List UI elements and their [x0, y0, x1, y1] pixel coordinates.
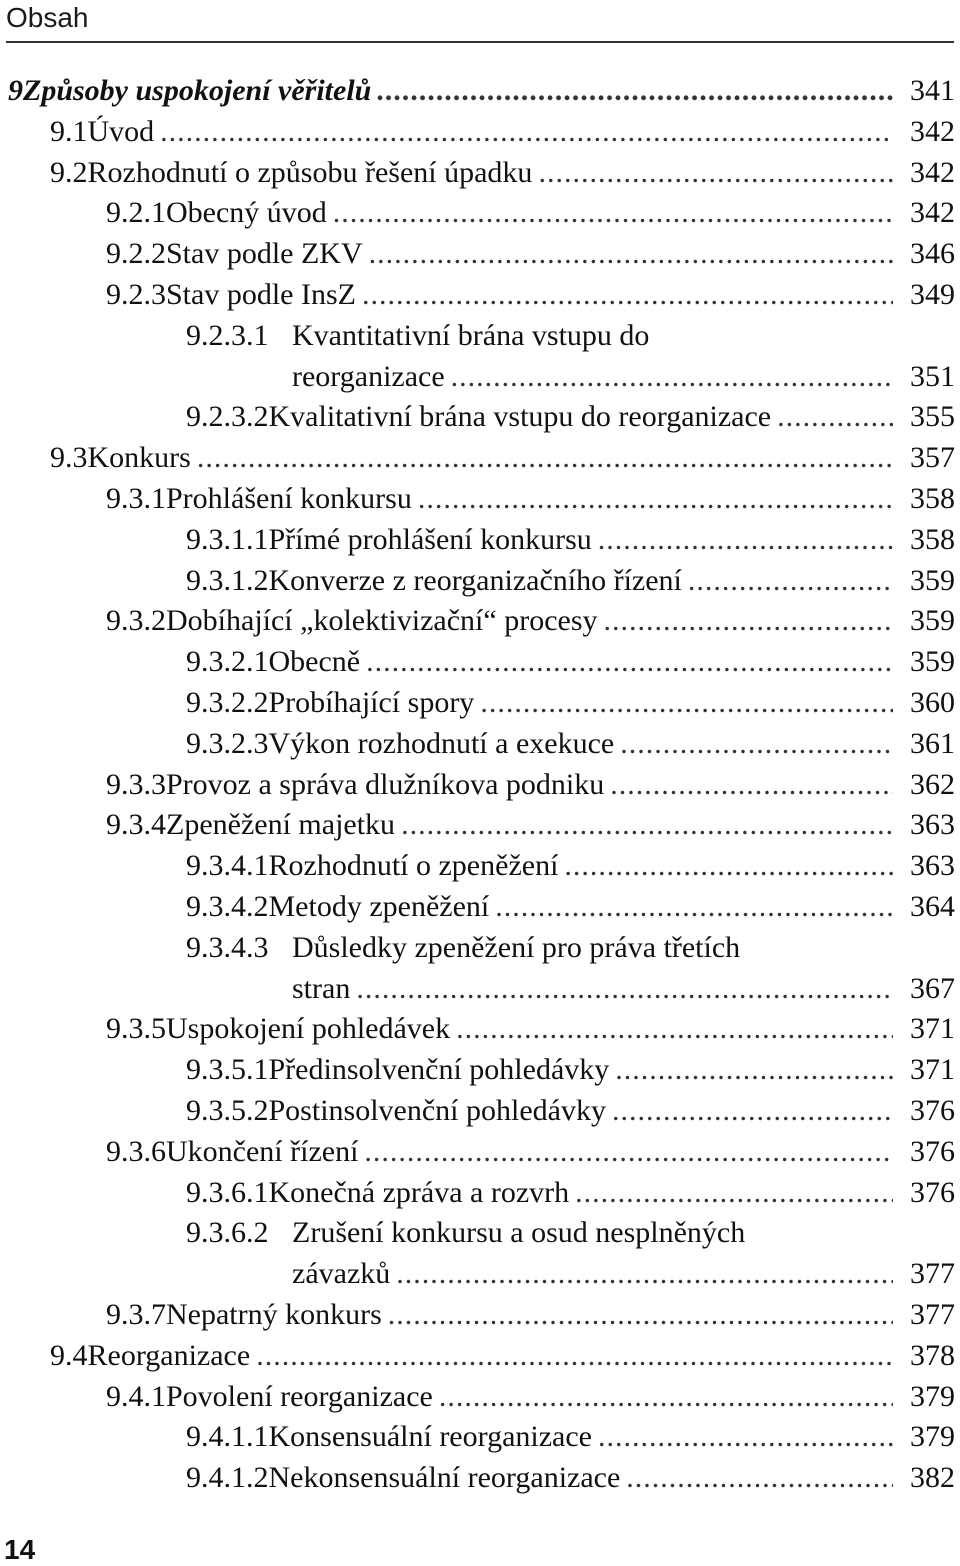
- dot-leader: [396, 1253, 893, 1294]
- toc-entry-page: 376: [910, 1134, 955, 1168]
- toc-entry-number: 9.3.4: [106, 808, 166, 842]
- toc-entry[interactable]: [50, 152, 955, 193]
- toc-entry-title: Konverze z reorganizačního řízení: [268, 563, 682, 597]
- toc-entry[interactable]: [50, 111, 955, 152]
- toc-entry-page: 342: [910, 155, 955, 189]
- dot-leader: [564, 845, 893, 886]
- toc-entry-page: 371: [910, 1053, 955, 1087]
- toc-entry-page: 351: [910, 359, 955, 393]
- toc-entry-continuation[interactable]: [292, 968, 955, 1009]
- toc-entry[interactable]: [186, 641, 955, 682]
- toc-entry-number: 9.3.1.2: [186, 563, 269, 597]
- toc-entry-title-continued: reorganizace: [292, 359, 445, 393]
- toc-entry-number: 9.4: [50, 1338, 88, 1372]
- toc-entry-page: 359: [910, 645, 955, 679]
- header-rule: [6, 41, 954, 43]
- toc-entry-title: Uspokojení pohledávek: [166, 1012, 451, 1046]
- toc-entry-number: 9.3.1.1: [186, 522, 269, 556]
- toc-entry-page: 342: [910, 196, 955, 230]
- toc-entry-continuation[interactable]: [292, 356, 955, 397]
- toc-entry-title: Rozhodnutí o zpeněžení: [268, 849, 559, 883]
- toc-entry-number: 9.3.2.2: [186, 686, 269, 719]
- toc-entry-page: 363: [910, 808, 955, 842]
- toc-entry[interactable]: [106, 192, 955, 233]
- toc-entry-number: 9.3: [50, 441, 88, 475]
- toc-entry-title: Prohlášení konkursu: [166, 482, 412, 515]
- dot-leader: [369, 233, 893, 274]
- toc-entry-title: Nekonsensuální reorganizace: [268, 1461, 621, 1495]
- toc-entry-page: 349: [910, 278, 955, 311]
- toc-entry-title: Postinsolvenční pohledávky: [268, 1094, 606, 1127]
- dot-leader: [480, 682, 893, 723]
- dot-leader: [777, 396, 893, 437]
- toc-entry-page: 355: [910, 400, 955, 434]
- toc-entry[interactable]: [186, 886, 955, 927]
- dot-leader: [377, 70, 893, 111]
- toc-entry-number: 9.3.6.1: [186, 1175, 269, 1209]
- toc-entry-number: 9.1: [50, 114, 88, 148]
- toc-entry-continuation[interactable]: [292, 1253, 955, 1294]
- toc-entry-number: 9.3.2.1: [186, 645, 269, 679]
- toc-entry-page: 379: [910, 1379, 955, 1413]
- toc-entry-title: Ukončení řízení: [166, 1134, 359, 1168]
- toc-entry[interactable]: [106, 1131, 955, 1172]
- toc-entry-page: 359: [910, 604, 955, 638]
- toc-entry[interactable]: [186, 1172, 955, 1213]
- toc-entry[interactable]: [106, 478, 955, 519]
- toc-entry-page: 378: [910, 1338, 955, 1372]
- dot-leader: [160, 111, 893, 152]
- page-number: 14: [4, 1534, 36, 1565]
- running-head: Obsah: [6, 2, 89, 33]
- toc-entry-title: Konsensuální reorganizace: [268, 1420, 592, 1454]
- toc-entry-number: 9.4.1: [106, 1379, 166, 1413]
- toc-entry[interactable]: [186, 845, 955, 886]
- toc-entry-title: Důsledky zpeněžení pro práva třetích: [292, 930, 741, 964]
- dot-leader: [456, 1008, 893, 1049]
- toc-entry-title: Předinsolvenční pohledávky: [268, 1053, 610, 1087]
- toc-entry-title: Zpeněžení majetku: [166, 808, 396, 842]
- toc-entry-number: 9.3.2.3: [186, 726, 269, 760]
- toc-entry-number: 9.3.6: [106, 1134, 166, 1168]
- toc-entry-number: 9: [8, 74, 23, 107]
- toc-entry-title: Konkurs: [87, 441, 191, 475]
- toc-entry-number: 9.3.5.2: [186, 1094, 269, 1127]
- dot-leader: [418, 478, 893, 519]
- toc-entry-title: Povolení reorganizace: [166, 1379, 433, 1413]
- toc-entry-title: Reorganizace: [87, 1338, 251, 1372]
- toc-entry-title: Probíhající spory: [268, 686, 475, 719]
- toc-entry-number: 9.3.4.3: [186, 930, 269, 964]
- toc-entry-number: 9.3.3: [106, 767, 166, 801]
- dot-leader: [598, 519, 893, 560]
- toc-entry[interactable]: [50, 437, 955, 478]
- toc-entry-title: Dobíhající „kolektivizační“ procesy: [166, 604, 598, 638]
- toc-entry-page: 379: [910, 1420, 955, 1454]
- toc-entry-page: 362: [910, 767, 955, 801]
- toc-entry[interactable]: [186, 396, 955, 437]
- dot-leader: [538, 152, 893, 193]
- toc-entry-page: 358: [910, 482, 955, 515]
- toc-entry-page: 377: [910, 1257, 955, 1291]
- toc-entry[interactable]: [186, 682, 955, 723]
- toc-entry-title: Rozhodnutí o způsobu řešení úpadku: [87, 155, 533, 189]
- toc-entry-number: 9.2.3: [106, 278, 166, 311]
- toc-entry[interactable]: [106, 274, 955, 315]
- toc-entry[interactable]: [106, 804, 955, 845]
- toc-entry-title: Stav podle ZKV: [166, 237, 363, 271]
- toc-entry-title: Přímé prohlášení konkursu: [268, 522, 592, 556]
- dot-leader: [366, 641, 893, 682]
- dot-leader: [495, 886, 893, 927]
- dot-leader: [575, 1172, 893, 1213]
- toc-entry-number: 9.3.7: [106, 1298, 166, 1331]
- toc-entry-page: 364: [910, 890, 955, 923]
- toc-entry-number: 9.2.1: [106, 196, 166, 230]
- toc-entry-page: 382: [910, 1461, 955, 1495]
- toc-entry-page: 357: [910, 441, 955, 475]
- toc-entry-title: Obecně: [268, 645, 361, 679]
- toc-entry-page: 342: [910, 114, 955, 148]
- toc-entry-number: 9.3.5: [106, 1012, 166, 1046]
- toc-entry-title: Konečná zpráva a rozvrh: [268, 1175, 570, 1209]
- toc-entry[interactable]: [186, 315, 955, 356]
- dot-leader: [620, 723, 893, 764]
- toc-entry[interactable]: [186, 927, 955, 968]
- toc-entry[interactable]: [106, 764, 955, 805]
- toc-entry[interactable]: [106, 1294, 955, 1335]
- toc-entry[interactable]: [186, 519, 955, 560]
- toc-entry-number: 9.4.1.2: [186, 1461, 269, 1495]
- dot-leader: [356, 968, 893, 1009]
- toc-entry-title: Metody zpeněžení: [268, 890, 490, 923]
- dot-leader: [197, 437, 893, 478]
- toc-entry-number: 9.2.2: [106, 237, 166, 271]
- toc-entry-title: Nepatrný konkurs: [166, 1298, 382, 1331]
- toc-entry-number: 9.3.4.1: [186, 849, 269, 883]
- toc-entry-page: 359: [910, 563, 955, 597]
- toc-entry[interactable]: [186, 723, 955, 764]
- dot-leader: [610, 764, 893, 805]
- toc-entry-page: 346: [910, 237, 955, 271]
- toc-entry-page: 367: [910, 971, 955, 1005]
- toc-entry[interactable]: [106, 600, 955, 641]
- toc-entry-title: Provoz a správa dlužníkova podniku: [166, 767, 605, 801]
- dot-leader: [598, 1416, 893, 1457]
- dot-leader: [401, 804, 893, 845]
- toc-entry-page: 341: [910, 74, 955, 107]
- toc-entry-number: 9.3.1: [106, 482, 166, 515]
- toc-entry-page: 358: [910, 522, 955, 556]
- toc-entry-title: Způsoby uspokojení věřitelů: [23, 74, 372, 107]
- dot-leader: [362, 274, 893, 315]
- dot-leader: [333, 192, 893, 233]
- toc-entry-number: 9.2: [50, 155, 88, 189]
- dot-leader: [256, 1335, 893, 1376]
- toc-entry-number: 9.3.4.2: [186, 890, 269, 923]
- dot-leader: [615, 1049, 893, 1090]
- dot-leader: [388, 1294, 893, 1335]
- toc-entry-page: 363: [910, 849, 955, 883]
- toc-entry-title: Úvod: [87, 114, 155, 148]
- toc-entry-title-continued: závazků: [292, 1257, 391, 1291]
- dot-leader: [439, 1376, 893, 1417]
- dot-leader: [451, 356, 893, 397]
- toc-entry-title: Stav podle InsZ: [166, 278, 356, 311]
- toc-entry[interactable]: [186, 560, 955, 601]
- toc-entry[interactable]: [186, 1212, 955, 1253]
- toc-entry-number: 9.3.5.1: [186, 1053, 269, 1087]
- toc-entry-number: 9.3.6.2: [186, 1216, 269, 1250]
- toc-entry-page: 360: [910, 686, 955, 719]
- toc-entry-title: Zrušení konkursu a osud nesplněných: [292, 1216, 746, 1250]
- toc-entry[interactable]: [186, 1416, 955, 1457]
- dot-leader: [364, 1131, 893, 1172]
- toc-entry-page: 376: [910, 1175, 955, 1209]
- toc-entry[interactable]: [106, 1008, 955, 1049]
- toc-entry-title: Kvantitativní brána vstupu do: [292, 318, 650, 352]
- toc-entry-page: 361: [910, 726, 955, 760]
- toc-entry-title: Kvalitativní brána vstupu do reorganizace: [268, 400, 772, 434]
- toc-entry-number: 9.2.3.2: [186, 400, 269, 434]
- toc-entry[interactable]: [106, 1376, 955, 1417]
- dot-leader: [604, 600, 894, 641]
- toc-entry[interactable]: [186, 1457, 955, 1498]
- dot-leader: [612, 1090, 893, 1131]
- toc-entry-number: 9.4.1.1: [186, 1420, 269, 1454]
- dot-leader: [688, 560, 893, 601]
- toc-entry-number: 9.3.2: [106, 604, 166, 638]
- dot-leader: [626, 1457, 893, 1498]
- toc-entry-title-continued: stran: [292, 971, 351, 1005]
- toc-entry-page: 377: [910, 1298, 955, 1331]
- toc-entry-page: 376: [910, 1094, 955, 1127]
- toc-entry-title: Obecný úvod: [166, 196, 327, 230]
- toc-entry[interactable]: [106, 233, 955, 274]
- toc-entry[interactable]: [186, 1090, 955, 1131]
- toc-chapter-entry[interactable]: [8, 70, 955, 111]
- toc-entry[interactable]: [186, 1049, 955, 1090]
- toc-entry-number: 9.2.3.1: [186, 318, 269, 352]
- toc-entry-page: 371: [910, 1012, 955, 1046]
- toc-entry[interactable]: [50, 1335, 955, 1376]
- toc-entry-title: Výkon rozhodnutí a exekuce: [268, 726, 615, 760]
